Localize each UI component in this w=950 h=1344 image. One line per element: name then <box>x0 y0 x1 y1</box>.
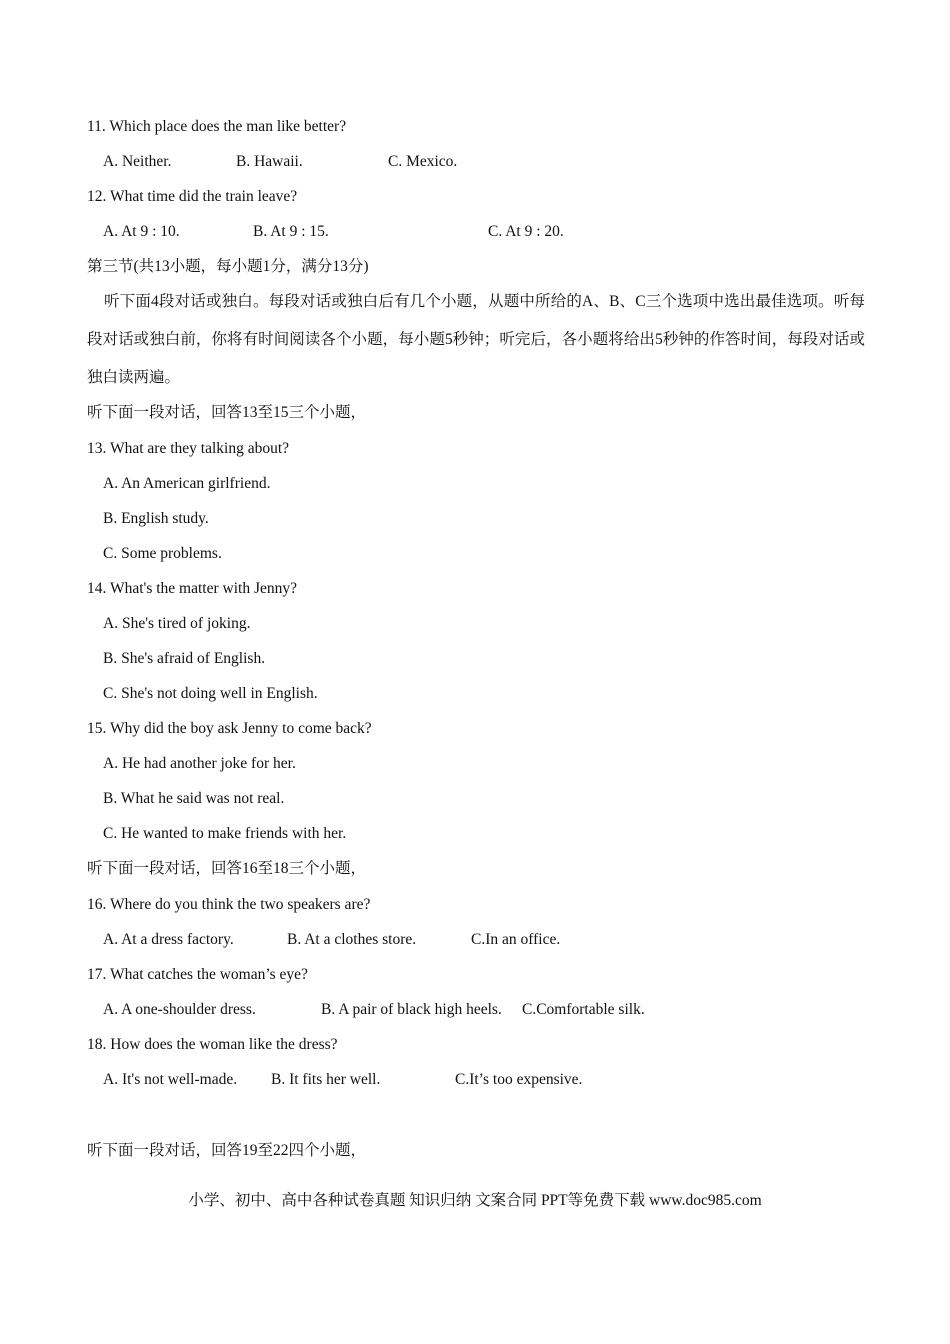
page-footer: 小学、初中、高中各种试卷真题 知识归纳 文案合同 PPT等免费下载 www.doc985.com <box>188 1192 762 1209</box>
q18-option-c: C.It’s too expensive. <box>455 1071 583 1088</box>
q17-option-b: B. A pair of black high heels. <box>321 1001 502 1018</box>
q17-option-c: C.Comfortable silk. <box>522 1001 645 1018</box>
q17-option-a: A. A one-shoulder dress. <box>103 1001 256 1018</box>
q12-option-a: A. At 9 : 10. <box>103 223 180 240</box>
q12-option-b: B. At 9 : 15. <box>253 223 329 240</box>
q13-option-b: B. English study. <box>103 510 209 527</box>
q16-option-a: A. At a dress factory. <box>103 931 234 948</box>
q11-option-b: B. Hawaii. <box>236 153 303 170</box>
q18-option-b: B. It fits her well. <box>271 1071 381 1088</box>
q16-option-c: C.In an office. <box>471 931 561 948</box>
q15-option-b: B. What he said was not real. <box>103 790 285 807</box>
question-14: 14. What's the matter with Jenny? <box>87 580 297 597</box>
q16-option-b: B. At a clothes store. <box>287 931 417 948</box>
dialog-intro-19-22: 听下面一段对话，回答19至22四个小题， <box>87 1142 367 1159</box>
q11-option-a: A. Neither. <box>103 153 172 170</box>
question-11: 11. Which place does the man like better? <box>87 118 347 135</box>
question-12: 12. What time did the train leave? <box>87 188 298 205</box>
question-16: 16. Where do you think the two speakers are? <box>87 896 371 913</box>
section-heading: 第三节(共13小题，每小题1分，满分13分) <box>87 258 369 275</box>
q14-option-a: A. She's tired of joking. <box>103 615 251 632</box>
q18-option-a: A. It's not well-made. <box>103 1071 238 1088</box>
q14-option-b: B. She's afraid of English. <box>103 650 266 667</box>
q13-option-c: C. Some problems. <box>103 545 222 562</box>
question-18: 18. How does the woman like the dress? <box>87 1036 338 1053</box>
dialog-intro-13-15: 听下面一段对话，回答13至15三个小题， <box>87 404 367 421</box>
q14-option-c: C. She's not doing well in English. <box>103 685 318 702</box>
q11-option-c: C. Mexico. <box>388 153 458 170</box>
q12-option-c: C. At 9 : 20. <box>488 223 564 240</box>
question-15: 15. Why did the boy ask Jenny to come back? <box>87 720 372 737</box>
q13-option-a: A. An American girlfriend. <box>103 475 271 492</box>
section-instructions: 听下面4段对话或独白。每段对话或独白后有几个小题，从题中所给的A、B、C三个选项中选出最佳选项。听每段对话或独白前，你将有时间阅读各个小题，每小题5秒钟；听完后，各小题将给出5秒钟的作答时间，每段对话或独白读两遍。 <box>87 293 865 386</box>
dialog-intro-16-18: 听下面一段对话，回答16至18三个小题， <box>87 860 367 877</box>
question-13: 13. What are they talking about? <box>87 440 290 457</box>
question-17: 17. What catches the woman’s eye? <box>87 966 308 983</box>
q15-option-a: A. He had another joke for her. <box>103 755 296 772</box>
q15-option-c: C. He wanted to make friends with her. <box>103 825 347 842</box>
